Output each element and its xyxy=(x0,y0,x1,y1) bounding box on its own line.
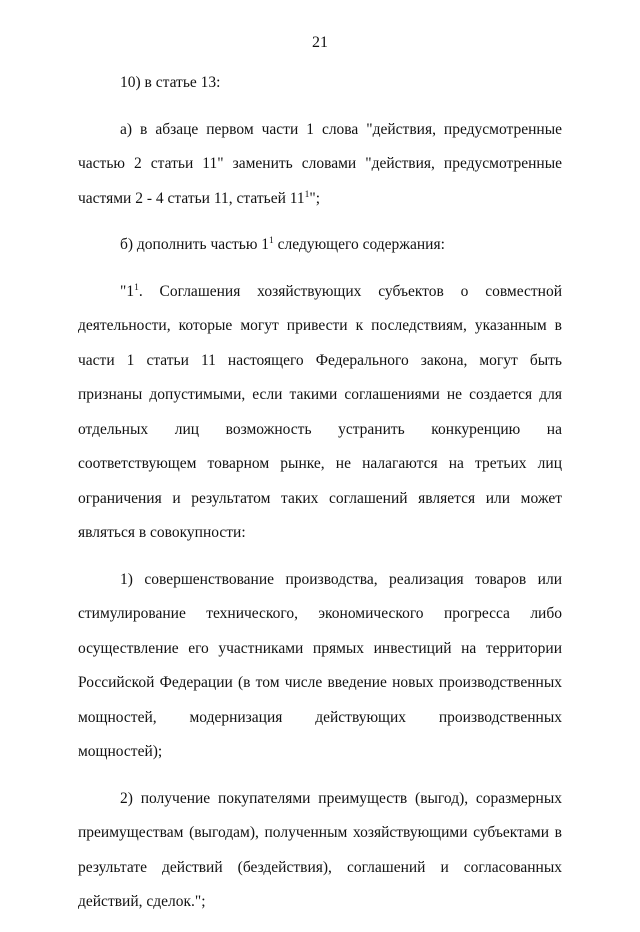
superscript: 1 xyxy=(134,282,139,293)
paragraph-text: 2) получение покупателями преимуществ (выгод), соразмерных преимуществам (выгодам), полученным хозяйствующими субъектами в результате действий (бездействия), соглашений и согласованных действий, сделок."; xyxy=(78,789,562,910)
superscript: 1 xyxy=(304,189,310,200)
paragraph-text-end: следующего содержания: xyxy=(273,236,445,253)
paragraph-subitem-a xyxy=(78,113,562,217)
paragraph-text: а) в абзаце первом части 1 слова "действия, предусмотренные частью 2 статьи 11" заменить словами "действия, предусмотренные частями 2 - 4 статьи 11, статьей 11 xyxy=(78,120,562,207)
paragraph-text-end: "; xyxy=(309,189,321,207)
paragraph-list-item-1 xyxy=(78,563,562,770)
paragraph-text: "1 xyxy=(120,282,135,300)
paragraph-subitem-b xyxy=(78,228,562,263)
paragraph-text: 10) в статье 13: xyxy=(120,74,221,91)
paragraph-part-1-1 xyxy=(78,275,562,551)
paragraph-text: 1) совершенствование производства, реализация товаров или стимулирование технического, экономического прогресса либо осуществление его участниками прямых инвестиций на территории Российской Федерации (в том числе введение новых производственных мощностей, модернизация действующих производственных мощностей); xyxy=(78,570,562,760)
page-number: 21 xyxy=(312,34,328,51)
paragraph-item-10 xyxy=(78,66,562,101)
paragraph-text-end: . Соглашения хозяйствующих субъектов о совместной деятельности, которые могут привести к последствиям, указанным в части 1 статьи 11 настоящего Федерального закона, могут быть признаны допустимыми, если такими соглашениями не создается для отдельных лиц возможность устранить конкуренцию на соответствующем товарном рынке, не налагаются на третьих лиц ограничения и результатом таких соглашений является или может являться в совокупности: xyxy=(78,282,562,541)
document-body xyxy=(78,66,562,932)
paragraph-text: б) дополнить частью 1 xyxy=(120,236,270,253)
superscript: 1 xyxy=(269,235,274,246)
paragraph-list-item-2 xyxy=(78,782,562,920)
